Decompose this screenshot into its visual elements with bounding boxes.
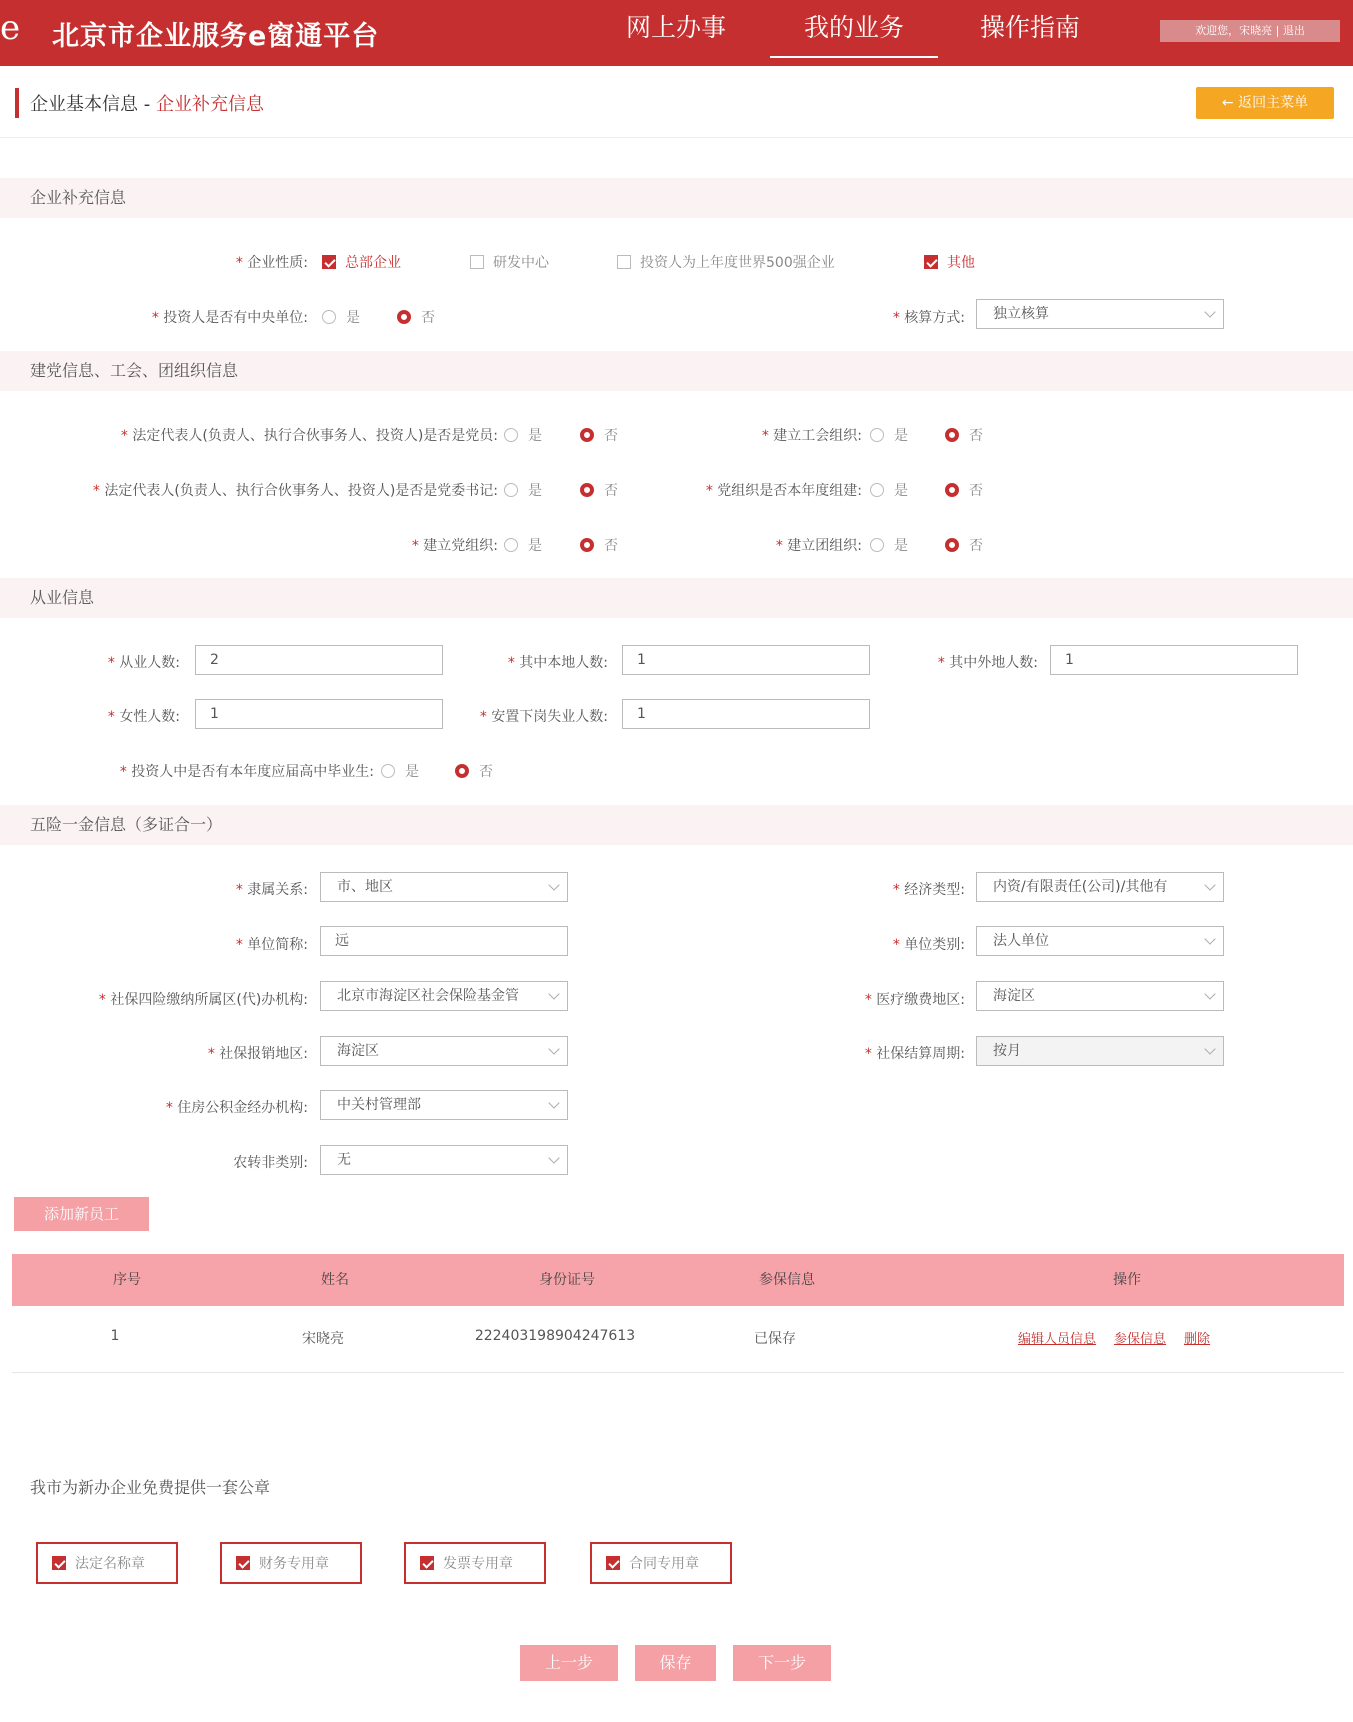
section-supplement-title: 企业补充信息 (0, 178, 1353, 218)
settlement-period-label: * 社保结算周期: (864, 1046, 965, 1062)
nature-option-hq[interactable]: 总部企业 (322, 252, 401, 272)
chevron-down-icon (548, 988, 559, 999)
row-insurance-status: 已保存 (754, 1331, 796, 1347)
section-employment-title: 从业信息 (0, 578, 1353, 618)
chevron-down-icon (548, 1043, 559, 1054)
checkbox-checked-icon[interactable] (420, 1556, 434, 1570)
radio-icon[interactable] (504, 538, 518, 552)
union-label: * 建立工会组织: (761, 428, 862, 444)
nature-option-rd[interactable]: 研发中心 (470, 252, 549, 272)
party-secretary-yes[interactable]: 是 (504, 480, 542, 500)
chevron-down-icon (548, 879, 559, 890)
nonlocal-staff-input[interactable]: 1 (1050, 645, 1298, 675)
nature-option-other[interactable]: 其他 (924, 252, 975, 272)
nav-online-service[interactable]: 网上办事 (626, 13, 727, 42)
table-row-divider (12, 1372, 1344, 1373)
nonlocal-staff-label: * 其中外地人数: (937, 655, 1038, 671)
logout-link[interactable]: 退出 (1282, 24, 1305, 37)
checkbox-unchecked-icon[interactable] (470, 255, 484, 269)
medical-region-select[interactable]: 海淀区 (976, 981, 1224, 1011)
save-button[interactable]: 保存 (635, 1645, 716, 1681)
radio-selected-icon[interactable] (580, 538, 594, 552)
party-org-label: * 建立党组织: (411, 538, 498, 554)
medical-region-label: * 医疗缴费地区: (864, 992, 965, 1008)
female-staff-input[interactable]: 1 (195, 699, 443, 729)
local-staff-input[interactable]: 1 (622, 645, 870, 675)
breadcrumb-current: 企业补充信息 (155, 94, 264, 115)
radio-icon[interactable] (504, 428, 518, 442)
breadcrumb: 企业基本信息 - 企业补充信息 (30, 94, 264, 115)
union-yes[interactable]: 是 (870, 425, 908, 445)
chevron-down-icon (548, 1097, 559, 1108)
divider (0, 137, 1353, 138)
radio-icon[interactable] (322, 310, 336, 324)
party-secretary-no[interactable]: 否 (580, 480, 618, 500)
seal-legal-name[interactable]: 法定名称章 (36, 1542, 178, 1584)
radio-icon[interactable] (870, 538, 884, 552)
radio-icon[interactable] (870, 483, 884, 497)
female-staff-label: * 女性人数: (107, 709, 180, 725)
radio-icon[interactable] (381, 764, 395, 778)
column-header-index: 序号 (113, 1272, 141, 1288)
party-member-label: * 法定代表人(负责人、执行合伙事务人、投资人)是否是党员: (120, 428, 498, 444)
accounting-label: * 核算方式: (892, 310, 965, 326)
agri-type-label: 农转非类别: (233, 1155, 308, 1171)
party-this-year-yes[interactable]: 是 (870, 480, 908, 500)
add-employee-button[interactable]: 添加新员工 (14, 1197, 149, 1231)
radio-selected-icon[interactable] (945, 428, 959, 442)
agri-type-select[interactable]: 无 (320, 1145, 568, 1175)
claim-region-label: * 社保报销地区: (207, 1046, 308, 1062)
column-header-name: 姓名 (321, 1272, 349, 1288)
chevron-down-icon (1204, 988, 1215, 999)
breadcrumb-marker (15, 88, 19, 118)
union-no[interactable]: 否 (945, 425, 983, 445)
delete-link[interactable]: 删除 (1184, 1332, 1211, 1347)
party-secretary-label: * 法定代表人(负责人、执行合伙事务人、投资人)是否是党委书记: (92, 483, 498, 499)
housing-fund-select[interactable]: 中关村管理部 (320, 1090, 568, 1120)
total-staff-input[interactable]: 2 (195, 645, 443, 675)
radio-icon[interactable] (504, 483, 518, 497)
user-info: 欢迎您，宋晓亮 | 退出 (1160, 20, 1340, 42)
accounting-select[interactable]: 独立核算 (976, 299, 1224, 329)
youth-org-label: * 建立团组织: (775, 538, 862, 554)
radio-selected-icon[interactable] (580, 483, 594, 497)
graduate-no[interactable]: 否 (455, 761, 493, 781)
top-nav-bar (0, 0, 1353, 66)
party-member-yes[interactable]: 是 (504, 425, 542, 445)
row-id-number: 222403198904247613 (474, 1328, 636, 1344)
row-index: 1 (110, 1328, 120, 1344)
section-insurance-title: 五险一金信息（多证合一） (0, 805, 1353, 845)
youth-org-yes[interactable]: 是 (870, 535, 908, 555)
column-header-insurance: 参保信息 (759, 1272, 815, 1288)
affiliation-label: * 隶属关系: (235, 882, 308, 898)
chevron-down-icon (548, 1152, 559, 1163)
radio-selected-icon[interactable] (945, 538, 959, 552)
checkbox-checked-icon[interactable] (52, 1556, 66, 1570)
breadcrumb-parent[interactable]: 企业基本信息 (30, 94, 138, 115)
section-seals-title: 我市为新办企业免费提供一套公章 (30, 1478, 271, 1497)
youth-org-no[interactable]: 否 (945, 535, 983, 555)
unit-type-select[interactable]: 法人单位 (976, 926, 1224, 956)
party-this-year-no[interactable]: 否 (945, 480, 983, 500)
radio-selected-icon[interactable] (945, 483, 959, 497)
claim-region-select[interactable]: 海淀区 (320, 1036, 568, 1066)
central-no-radio[interactable]: 否 (397, 307, 435, 327)
short-name-label: * 单位简称: (235, 937, 308, 953)
chevron-down-icon (1204, 933, 1215, 944)
agency-label: * 社保四险缴纳所属区(代)办机构: (98, 992, 308, 1008)
site-title: 北京市企业服务e窗通平台 (52, 21, 380, 52)
seal-contract[interactable]: 合同专用章 (590, 1542, 732, 1584)
prev-step-button[interactable]: 上一步 (520, 1645, 618, 1681)
insurance-info-link[interactable]: 参保信息 (1114, 1332, 1167, 1347)
graduate-yes[interactable]: 是 (381, 761, 419, 781)
radio-icon[interactable] (870, 428, 884, 442)
checkbox-unchecked-icon[interactable] (617, 255, 631, 269)
chevron-down-icon (1204, 306, 1215, 317)
short-name-input[interactable]: 远 (320, 926, 568, 956)
checkbox-checked-icon[interactable] (322, 255, 336, 269)
radio-selected-icon[interactable] (455, 764, 469, 778)
laidoff-input[interactable]: 1 (622, 699, 870, 729)
user-greeting: 欢迎您，宋晓亮 (1195, 24, 1273, 37)
back-to-main-menu-button[interactable]: ← 返回主菜单 (1196, 87, 1334, 119)
total-staff-label: * 从业人数: (107, 655, 180, 671)
checkbox-checked-icon[interactable] (236, 1556, 250, 1570)
row-actions (1018, 1328, 1238, 1347)
housing-fund-label: * 住房公积金经办机构: (165, 1100, 308, 1116)
central-yes-radio[interactable]: 是 (322, 307, 360, 327)
chevron-down-icon (1204, 1043, 1215, 1054)
checkbox-checked-icon[interactable] (924, 255, 938, 269)
affiliation-select[interactable]: 市、地区 (320, 872, 568, 902)
party-org-no[interactable]: 否 (580, 535, 618, 555)
graduate-label: * 投资人中是否有本年度应届高中毕业生: (119, 764, 374, 780)
nav-operation-guide[interactable]: 操作指南 (980, 13, 1081, 42)
local-staff-label: * 其中本地人数: (507, 655, 608, 671)
nav-my-business[interactable]: 我的业务 (770, 8, 938, 58)
chevron-down-icon (1204, 879, 1215, 890)
party-member-no[interactable]: 否 (580, 425, 618, 445)
central-unit-label: * 投资人是否有中央单位: (151, 310, 308, 326)
next-step-button[interactable]: 下一步 (733, 1645, 831, 1681)
seal-finance[interactable]: 财务专用章 (220, 1542, 362, 1584)
row-name: 宋晓亮 (302, 1331, 344, 1347)
nature-option-500[interactable]: 投资人为上年度世界500强企业 (617, 252, 835, 272)
section-party-title: 建党信息、工会、团组织信息 (0, 351, 1353, 391)
edit-person-link[interactable]: 编辑人员信息 (1018, 1332, 1097, 1347)
table-header (12, 1254, 1344, 1306)
radio-selected-icon[interactable] (580, 428, 594, 442)
column-header-id: 身份证号 (539, 1272, 595, 1288)
party-this-year-label: * 党组织是否本年度组建: (705, 483, 862, 499)
e-logo-icon: e (0, 8, 21, 48)
seal-invoice[interactable]: 发票专用章 (404, 1542, 546, 1584)
laidoff-label: * 安置下岗失业人数: (479, 709, 608, 725)
checkbox-checked-icon[interactable] (606, 1556, 620, 1570)
radio-selected-icon[interactable] (397, 310, 411, 324)
econ-type-label: * 经济类型: (892, 882, 965, 898)
settlement-period-select: 按月 (976, 1036, 1224, 1066)
column-header-actions: 操作 (1113, 1272, 1141, 1288)
agency-select[interactable]: 北京市海淀区社会保险基金管 (320, 981, 568, 1011)
nature-label: * 企业性质: (235, 255, 308, 271)
econ-type-select[interactable]: 内资/有限责任(公司)/其他有 (976, 872, 1224, 902)
unit-type-label: * 单位类别: (892, 937, 965, 953)
party-org-yes[interactable]: 是 (504, 535, 542, 555)
